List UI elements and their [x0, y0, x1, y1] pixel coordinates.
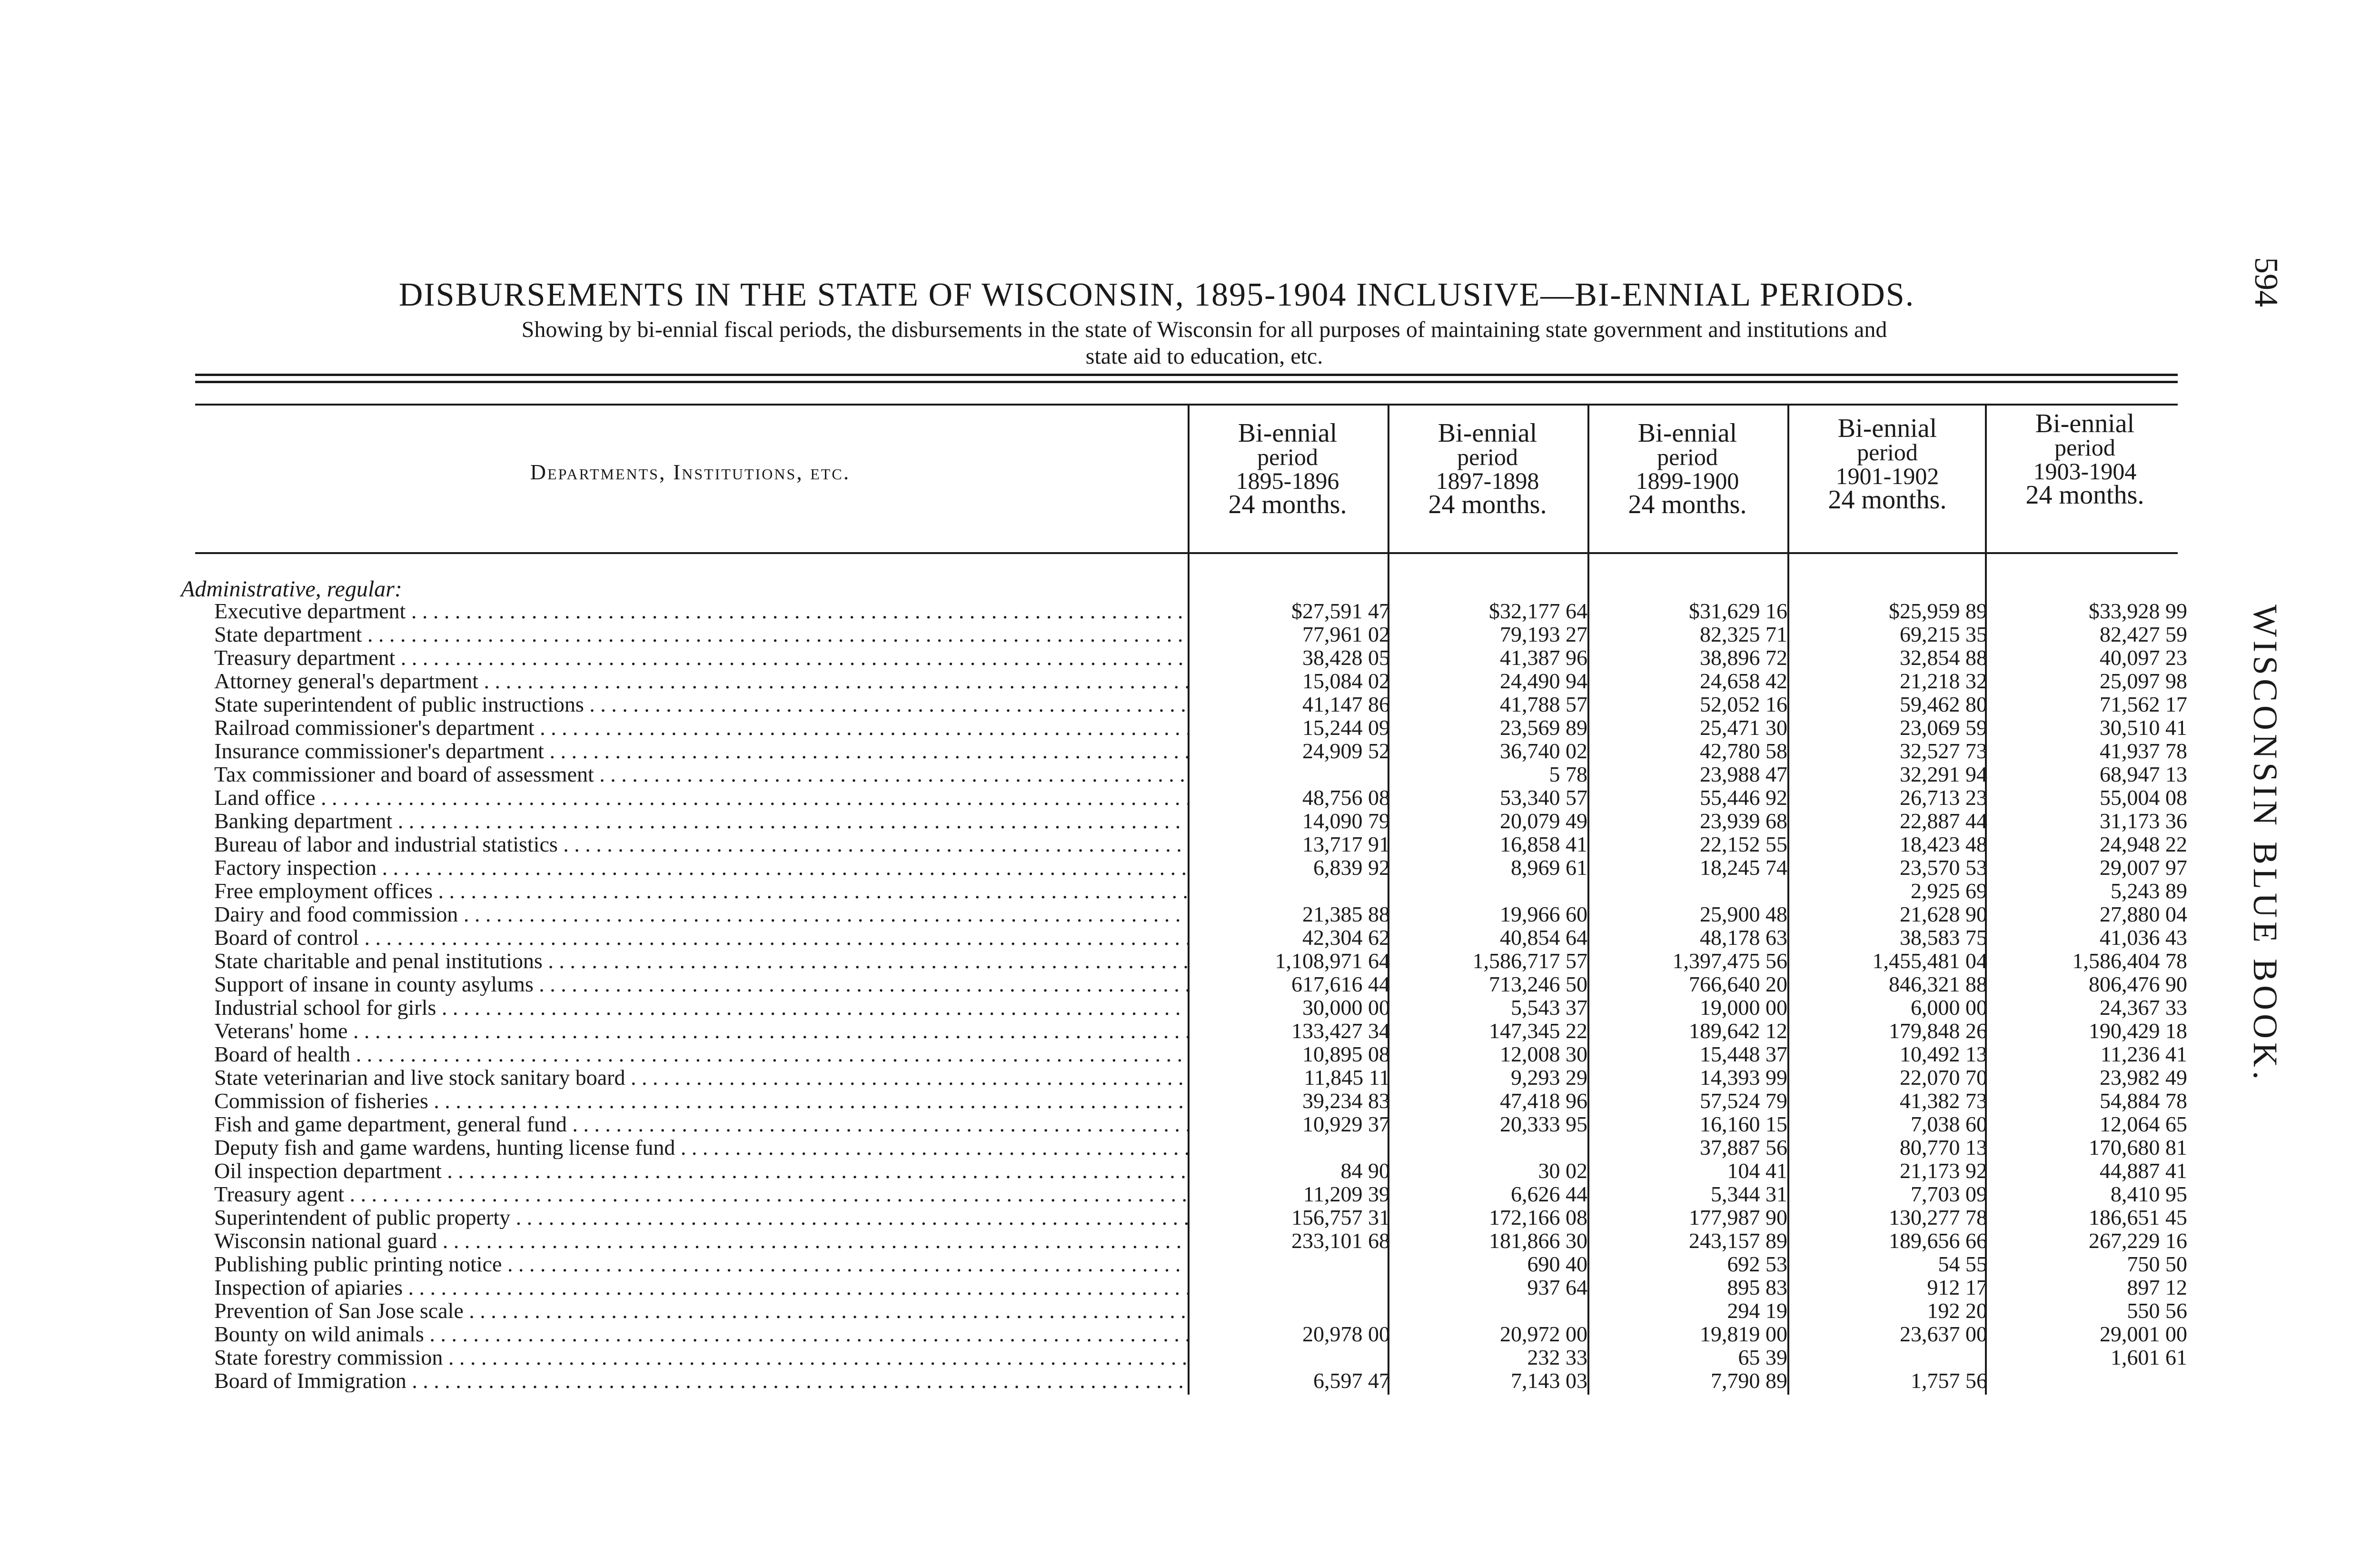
cell-1895-1896: 6,839 92 [1313, 855, 1390, 880]
cell-1901-1902: 179,848 26 [1889, 1019, 1987, 1043]
row-department-name: Railroad commissioner's department . . . [214, 716, 1188, 739]
cell-1899-1900: 23,939 68 [1700, 809, 1787, 833]
row-department-name: Banking department . . . [214, 810, 1188, 832]
column-header-months: 24 months. [2025, 480, 2144, 510]
row-department-name: Support of insane in county asylums . . . [214, 973, 1188, 996]
row-department-name: Treasury agent . . . [214, 1183, 1188, 1206]
row-department-name: Industrial school for girls . . . [214, 996, 1188, 1019]
cell-1903-1904: 29,001 00 [2100, 1322, 2187, 1346]
cell-1901-1902: 1,757 56 [1911, 1368, 1987, 1393]
cell-1899-1900: 57,524 79 [1700, 1089, 1787, 1113]
cell-1901-1902: 32,854 88 [1900, 645, 1987, 670]
cell-1903-1904: 24,367 33 [2100, 995, 2187, 1020]
cell-1901-1902: 2,925 69 [1911, 879, 1987, 903]
cell-1903-1904: 30,510 41 [2100, 715, 2187, 740]
row-department-name: Treasury department . . . [214, 646, 1188, 669]
cell-1897-1898 [1397, 880, 1587, 902]
cell-1897-1898: 713,246 50 [1489, 972, 1587, 996]
cell-1897-1898 [1397, 1299, 1587, 1322]
column-header-years: 1895-1896 [1236, 467, 1339, 494]
cell-1895-1896 [1200, 1136, 1390, 1159]
cell-1897-1898: 19,966 60 [1500, 902, 1587, 926]
cell-1899-1900: 52,052 16 [1700, 692, 1787, 716]
column-divider-4 [1787, 405, 1789, 1395]
cell-1897-1898: 24,490 94 [1500, 669, 1587, 693]
row-department-name: Tax commissioner and board of assessment . . . [214, 763, 1188, 786]
cell-1897-1898 [1397, 1136, 1587, 1159]
row-department-name: Veterans' home . . . [214, 1020, 1188, 1042]
column-header-label: Bi-ennial [2035, 409, 2135, 438]
top-rule-1 [195, 374, 2178, 376]
cell-1899-1900: 25,900 48 [1700, 902, 1787, 926]
cell-1901-1902: 21,628 90 [1900, 902, 1987, 926]
cell-1897-1898: 147,345 22 [1489, 1019, 1587, 1043]
cell-1895-1896: 133,427 34 [1291, 1019, 1390, 1043]
cell-1897-1898: 937 64 [1527, 1275, 1587, 1299]
cell-1895-1896: 15,084 02 [1302, 669, 1390, 693]
cell-1899-1900: 5,344 31 [1711, 1182, 1787, 1206]
cell-1897-1898: 40,854 64 [1500, 925, 1587, 950]
cell-1895-1896 [1200, 1253, 1390, 1276]
cell-1899-1900: 55,446 92 [1700, 785, 1787, 810]
cell-1899-1900: 243,157 89 [1689, 1229, 1787, 1253]
cell-1903-1904: 550 56 [2127, 1298, 2187, 1323]
column-divider-1 [1188, 405, 1190, 1395]
cell-1901-1902: 41,382 73 [1900, 1089, 1987, 1113]
column-header-period: period [1657, 444, 1718, 470]
cell-1897-1898: 30 02 [1538, 1159, 1587, 1183]
column-header-label: Bi-ennial [1837, 414, 1937, 443]
row-department-name: Bounty on wild animals . . . [214, 1323, 1188, 1346]
column-header-1899-1900 [1592, 418, 1783, 519]
cell-1899-1900: 1,397,475 56 [1672, 949, 1787, 973]
cell-1903-1904: 29,007 97 [2100, 855, 2187, 880]
column-header-label: Bi-ennial [1438, 418, 1537, 448]
cell-1897-1898: 20,972 00 [1500, 1322, 1587, 1346]
cell-1901-1902: 23,069 59 [1900, 715, 1987, 740]
cell-1901-1902: 22,887 44 [1900, 809, 1987, 833]
row-department-name: State veterinarian and live stock sanitary board . . . [214, 1066, 1188, 1089]
cell-1895-1896: 84 90 [1340, 1159, 1390, 1183]
cell-1899-1900: 22,152 55 [1700, 832, 1787, 856]
cell-1903-1904: 24,948 22 [2100, 832, 2187, 856]
page-number: 594 [2248, 257, 2284, 307]
cell-1903-1904: 44,887 41 [2100, 1159, 2187, 1183]
cell-1895-1896: 24,909 52 [1302, 739, 1390, 763]
cell-1895-1896: 38,428 05 [1302, 645, 1390, 670]
cell-1899-1900: 82,325 71 [1700, 622, 1787, 646]
cell-1901-1902: 32,291 94 [1900, 762, 1987, 786]
cell-1895-1896 [1200, 763, 1390, 786]
cell-1899-1900: 16,160 15 [1700, 1112, 1787, 1136]
cell-1901-1902: 38,583 75 [1900, 925, 1987, 950]
row-department-name: Attorney general's department . . . [214, 670, 1188, 693]
cell-1895-1896 [1200, 1299, 1390, 1322]
cell-1899-1900: 7,790 89 [1711, 1368, 1787, 1393]
cell-1897-1898: 53,340 57 [1500, 785, 1587, 810]
running-head: WISCONSIN BLUE BOOK. [2246, 605, 2284, 1083]
cell-1901-1902: 130,277 78 [1889, 1205, 1987, 1229]
header-bottom-rule [195, 552, 2178, 554]
row-department-name: Board of health . . . [214, 1043, 1188, 1066]
cell-1897-1898: 172,166 08 [1489, 1205, 1587, 1229]
row-department-name: Factory inspection . . . [214, 856, 1188, 879]
cell-1903-1904: 71,562 17 [2100, 692, 2187, 716]
cell-1895-1896 [1200, 1346, 1390, 1369]
cell-1899-1900: 25,471 30 [1700, 715, 1787, 740]
cell-1903-1904: 170,680 81 [2089, 1135, 2187, 1160]
cell-1897-1898: 20,333 95 [1500, 1112, 1587, 1136]
cell-1899-1900: 38,896 72 [1700, 645, 1787, 670]
row-department-name: Wisconsin national guard . . . [214, 1229, 1188, 1252]
cell-1899-1900: 23,988 47 [1700, 762, 1787, 786]
cell-1897-1898: 16,858 41 [1500, 832, 1587, 856]
cell-1899-1900: 42,780 58 [1700, 739, 1787, 763]
cell-1901-1902: 7,038 60 [1911, 1112, 1987, 1136]
cell-1901-1902: $25,959 89 [1889, 599, 1987, 623]
cell-1897-1898: 9,293 29 [1511, 1065, 1587, 1090]
cell-1901-1902: 26,713 23 [1900, 785, 1987, 810]
cell-1899-1900: 48,178 63 [1700, 925, 1787, 950]
cell-1901-1902: 192 20 [1927, 1298, 1987, 1323]
cell-1903-1904: 12,064 65 [2100, 1112, 2187, 1136]
cell-1903-1904: 806,476 90 [2089, 972, 2187, 996]
cell-1895-1896: $27,591 47 [1291, 599, 1390, 623]
row-department-name: Inspection of apiaries . . . [214, 1276, 1188, 1299]
cell-1899-1900: 24,658 42 [1700, 669, 1787, 693]
row-department-name: Fish and game department, general fund . . . [214, 1113, 1188, 1136]
cell-1899-1900: 177,987 90 [1689, 1205, 1787, 1229]
cell-1899-1900: $31,629 16 [1689, 599, 1787, 623]
cell-1901-1902: 80,770 13 [1900, 1135, 1987, 1160]
column-header-1903-1904 [1990, 409, 2180, 510]
cell-1901-1902: 189,656 66 [1889, 1229, 1987, 1253]
row-department-name: Land office . . . [214, 786, 1188, 809]
subtitle-line-1: Showing by bi-ennial fiscal periods, the disbursements in the state of Wisconsin for all purposes of maintaining state government and institutions and [521, 317, 1887, 342]
cell-1895-1896: 10,895 08 [1302, 1042, 1390, 1066]
cell-1897-1898: 20,079 49 [1500, 809, 1587, 833]
cell-1901-1902: 18,423 48 [1900, 832, 1987, 856]
column-divider-3 [1587, 405, 1589, 1395]
cell-1895-1896: 617,616 44 [1291, 972, 1390, 996]
cell-1897-1898: 6,626 44 [1511, 1182, 1587, 1206]
cell-1901-1902: 21,218 32 [1900, 669, 1987, 693]
cell-1895-1896: 233,101 68 [1291, 1229, 1390, 1253]
row-department-name: Bureau of labor and industrial statistics . . . [214, 833, 1188, 856]
cell-1903-1904: 23,982 49 [2100, 1065, 2187, 1090]
cell-1895-1896: 48,756 08 [1302, 785, 1390, 810]
cell-1901-1902: 21,173 92 [1900, 1159, 1987, 1183]
column-header-period: period [1257, 444, 1318, 470]
column-header-1901-1902 [1792, 414, 1983, 515]
cell-1901-1902: 6,000 00 [1911, 995, 1987, 1020]
cell-1903-1904: $33,928 99 [2089, 599, 2187, 623]
row-department-name: State charitable and penal institutions . . . [214, 950, 1188, 972]
subtitle-line-2: state aid to education, etc. [1085, 344, 1323, 369]
cell-1903-1904: 11,236 41 [2100, 1042, 2187, 1066]
cell-1899-1900: 895 83 [1727, 1275, 1787, 1299]
cell-1895-1896: 6,597 47 [1313, 1368, 1390, 1393]
cell-1895-1896: 10,929 37 [1302, 1112, 1390, 1136]
cell-1895-1896: 20,978 00 [1302, 1322, 1390, 1346]
cell-1903-1904: 68,947 13 [2100, 762, 2187, 786]
cell-1895-1896: 13,717 91 [1302, 832, 1390, 856]
row-department-name: State forestry commission . . . [214, 1346, 1188, 1369]
cell-1897-1898: 690 40 [1527, 1252, 1587, 1276]
cell-1899-1900: 37,887 56 [1700, 1135, 1787, 1160]
cell-1897-1898: 5,543 37 [1511, 995, 1587, 1020]
cell-1895-1896: 11,845 11 [1304, 1065, 1390, 1090]
cell-1897-1898: 7,143 03 [1511, 1368, 1587, 1393]
column-header-months: 24 months. [1628, 490, 1747, 519]
cell-1897-1898: 5 78 [1549, 762, 1587, 786]
cell-1903-1904 [1997, 1369, 2187, 1392]
row-department-name: State department . . . [214, 623, 1188, 646]
departments-column-header: Departments, Institutions, etc. [530, 460, 851, 484]
column-header-1895-1896 [1192, 418, 1383, 519]
row-department-name: State superintendent of public instructions . . . [214, 693, 1188, 716]
top-rule-2 [195, 381, 2178, 383]
cell-1903-1904: 31,173 36 [2100, 809, 2187, 833]
cell-1897-1898: 41,788 57 [1500, 692, 1587, 716]
cell-1897-1898: 79,193 27 [1500, 622, 1587, 646]
cell-1901-1902: 69,215 35 [1900, 622, 1987, 646]
cell-1895-1896: 15,244 09 [1302, 715, 1390, 740]
cell-1901-1902 [1797, 1346, 1987, 1369]
cell-1901-1902: 7,703 09 [1911, 1182, 1987, 1206]
cell-1899-1900: 19,819 00 [1700, 1322, 1787, 1346]
cell-1895-1896: 11,209 39 [1303, 1182, 1390, 1206]
column-header-period: period [1857, 439, 1918, 466]
cell-1895-1896: 1,108,971 64 [1275, 949, 1390, 973]
cell-1903-1904: 55,004 08 [2100, 785, 2187, 810]
cell-1903-1904: 41,937 78 [2100, 739, 2187, 763]
cell-1903-1904: 54,884 78 [2100, 1089, 2187, 1113]
cell-1899-1900: 766,640 20 [1689, 972, 1787, 996]
cell-1901-1902: 912 17 [1927, 1275, 1987, 1299]
cell-1895-1896 [1200, 880, 1390, 902]
cell-1897-1898: 232 33 [1527, 1345, 1587, 1369]
row-department-name: Superintendent of public property . . . [214, 1206, 1188, 1229]
cell-1897-1898: 23,569 89 [1500, 715, 1587, 740]
cell-1903-1904: 40,097 23 [2100, 645, 2187, 670]
cell-1901-1902: 22,070 70 [1900, 1065, 1987, 1090]
cell-1895-1896: 30,000 00 [1302, 995, 1390, 1020]
column-header-years: 1901-1902 [1835, 463, 1939, 489]
cell-1899-1900: 15,448 37 [1700, 1042, 1787, 1066]
cell-1903-1904: 5,243 89 [2111, 879, 2187, 903]
column-header-months: 24 months. [1828, 485, 1947, 515]
row-department-name: Deputy fish and game wardens, hunting license fund . . . [214, 1136, 1188, 1159]
section-label: Administrative, regular: [181, 576, 402, 602]
cell-1903-1904: 25,097 98 [2100, 669, 2187, 693]
cell-1901-1902: 10,492 13 [1900, 1042, 1987, 1066]
column-header-years: 1903-1904 [2033, 458, 2137, 485]
column-header-1897-1898 [1392, 418, 1583, 519]
cell-1897-1898: 12,008 30 [1500, 1042, 1587, 1066]
cell-1903-1904: 190,429 18 [2089, 1019, 2187, 1043]
cell-1903-1904: 750 50 [2127, 1252, 2187, 1276]
cell-1901-1902: 54 55 [1938, 1252, 1987, 1276]
cell-1899-1900: 692 53 [1727, 1252, 1787, 1276]
cell-1899-1900 [1597, 880, 1787, 902]
cell-1899-1900: 189,642 12 [1689, 1019, 1787, 1043]
row-department-name: Board of Immigration . . . [214, 1369, 1188, 1392]
page-title: DISBURSEMENTS IN THE STATE OF WISCONSIN, 1895-1904 INCLUSIVE—BI-ENNIAL PERIODS. [398, 277, 1915, 313]
cell-1897-1898: $32,177 64 [1489, 599, 1587, 623]
cell-1903-1904: 1,586,404 78 [2072, 949, 2187, 973]
column-header-years: 1899-1900 [1636, 467, 1739, 494]
cell-1901-1902: 1,455,481 04 [1872, 949, 1987, 973]
cell-1901-1902: 32,527 73 [1900, 739, 1987, 763]
row-department-name: Insurance commissioner's department . . . [214, 740, 1188, 763]
cell-1897-1898: 8,969 61 [1511, 855, 1587, 880]
cell-1899-1900: 65 39 [1738, 1345, 1787, 1369]
page-subtitle [205, 317, 2204, 370]
column-header-months: 24 months. [1228, 490, 1347, 519]
row-department-name: Dairy and food commission . . . [214, 903, 1188, 926]
cell-1903-1904: 41,036 43 [2100, 925, 2187, 950]
column-header-period: period [1457, 444, 1518, 470]
row-department-name: Executive department . . . [214, 600, 1188, 623]
cell-1899-1900: 19,000 00 [1700, 995, 1787, 1020]
cell-1897-1898: 41,387 96 [1500, 645, 1587, 670]
cell-1897-1898: 1,586,717 57 [1472, 949, 1587, 973]
cell-1903-1904: 267,229 16 [2089, 1229, 2187, 1253]
row-department-name: Board of control . . . [214, 926, 1188, 949]
cell-1901-1902: 23,637 00 [1900, 1322, 1987, 1346]
cell-1895-1896: 41,147 86 [1302, 692, 1390, 716]
cell-1897-1898: 47,418 96 [1500, 1089, 1587, 1113]
column-header-years: 1897-1898 [1436, 467, 1539, 494]
cell-1901-1902: 59,462 80 [1900, 692, 1987, 716]
cell-1899-1900: 18,245 74 [1700, 855, 1787, 880]
cell-1903-1904: 897 12 [2127, 1275, 2187, 1299]
cell-1903-1904: 186,651 45 [2089, 1205, 2187, 1229]
cell-1895-1896: 42,304 62 [1302, 925, 1390, 950]
cell-1901-1902: 23,570 53 [1900, 855, 1987, 880]
cell-1903-1904: 1,601 61 [2111, 1345, 2187, 1369]
cell-1901-1902: 846,321 88 [1889, 972, 1987, 996]
row-department-name: Commission of fisheries . . . [214, 1090, 1188, 1112]
top-rule-3 [195, 404, 2178, 406]
cell-1895-1896: 156,757 31 [1291, 1205, 1390, 1229]
cell-1899-1900: 294 19 [1727, 1298, 1787, 1323]
cell-1899-1900: 14,393 99 [1700, 1065, 1787, 1090]
cell-1895-1896: 21,385 88 [1302, 902, 1390, 926]
row-department-name: Oil inspection department . . . [214, 1160, 1188, 1182]
cell-1899-1900: 104 41 [1727, 1159, 1787, 1183]
cell-1903-1904: 8,410 95 [2111, 1182, 2187, 1206]
cell-1895-1896: 77,961 02 [1302, 622, 1390, 646]
cell-1895-1896 [1200, 1276, 1390, 1299]
column-header-label: Bi-ennial [1238, 418, 1338, 448]
cell-1895-1896: 14,090 79 [1302, 809, 1390, 833]
cell-1903-1904: 27,880 04 [2100, 902, 2187, 926]
row-department-name: Publishing public printing notice . . . [214, 1253, 1188, 1276]
cell-1903-1904: 82,427 59 [2100, 622, 2187, 646]
column-header-label: Bi-ennial [1637, 418, 1737, 448]
cell-1897-1898: 181,866 30 [1489, 1229, 1587, 1253]
cell-1895-1896: 39,234 83 [1302, 1089, 1390, 1113]
cell-1897-1898: 36,740 02 [1500, 739, 1587, 763]
row-department-name: Prevention of San Jose scale . . . [214, 1299, 1188, 1322]
row-department-name: Free employment offices . . . [214, 880, 1188, 902]
column-header-months: 24 months. [1428, 490, 1547, 519]
column-header-period: period [2054, 434, 2115, 461]
